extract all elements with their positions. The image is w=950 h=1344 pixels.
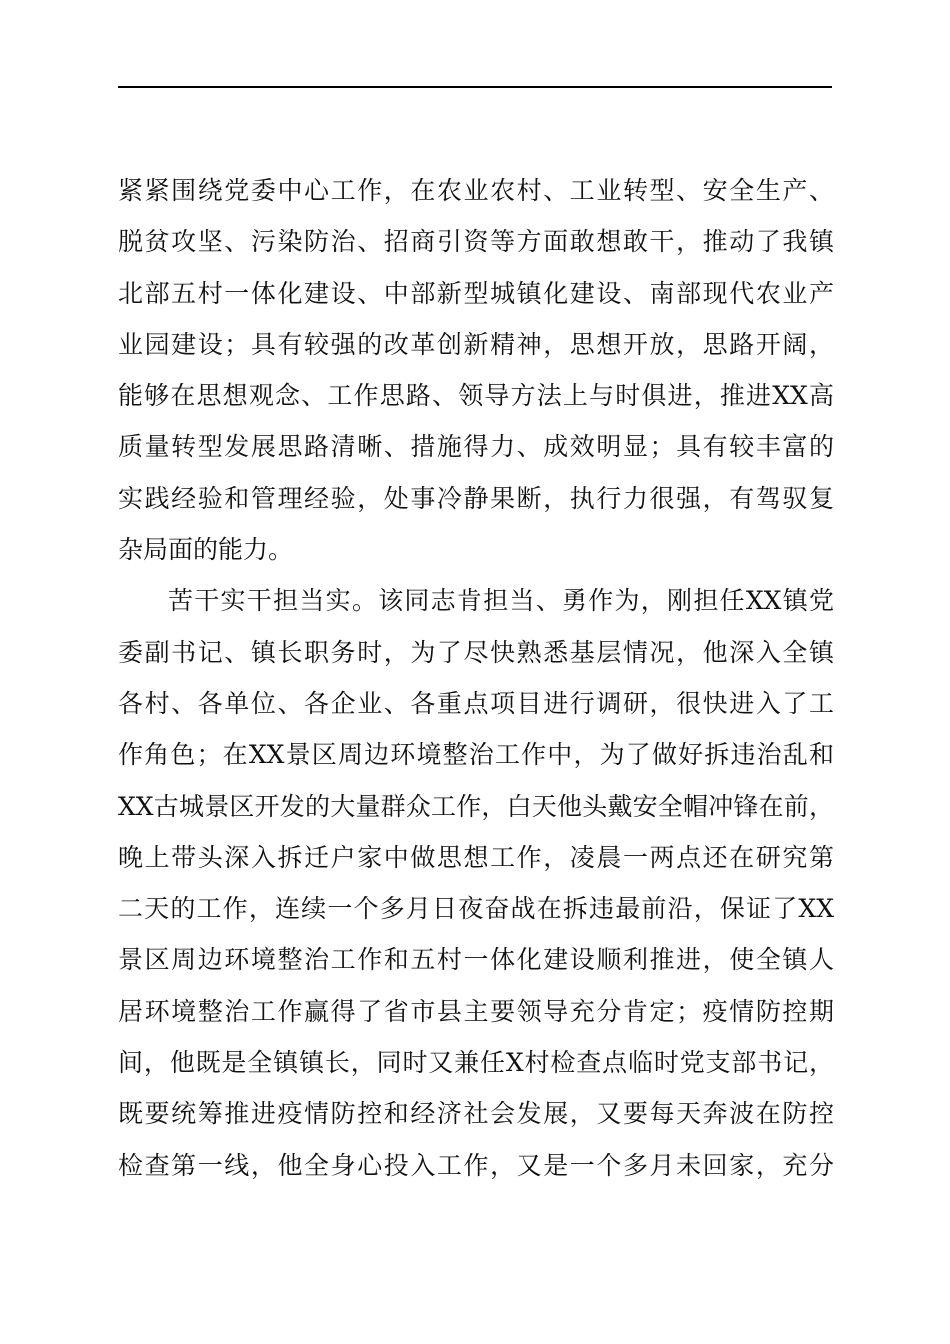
text-line: 业园建设；具有较强的改革创新精神，思想开放，思路开阔， [118, 329, 834, 359]
text-line: 实践经验和管理经验，处事冷静果断，执行力很强，有驾驭复 [118, 483, 834, 513]
text-line: 景区周边环境整治工作和五村一体化建设顺利推进，使全镇人 [118, 945, 834, 975]
text-line: 紧紧围绕党委中心工作，在农业农村、工业转型、安全生产、 [118, 176, 834, 205]
text-line: 能够在思想观念、工作思路、领导方法上与时俱进，推进XX高 [118, 381, 834, 411]
text-line: 检查第一线，他全身心投入工作，又是一个多月未回家，充分 [118, 1150, 834, 1180]
text-line: 居环境整治工作赢得了省市县主要领导充分肯定；疫情防控期 [118, 996, 834, 1026]
text-line: 北部五村一体化建设、中部新型城镇化建设、南部现代农业产 [118, 278, 834, 308]
text-line: 脱贫攻坚、污染防治、招商引资等方面敢想敢干，推动了我镇 [118, 227, 834, 257]
text-line: XX古城景区开发的大量群众工作，白天他头戴安全帽冲锋在前， [118, 791, 834, 821]
text-line: 委副书记、镇长职务时，为了尽快熟悉基层情况，他深入全镇 [118, 637, 834, 667]
text-line: 晚上带头深入拆迁户家中做思想工作，凌晨一两点还在研究第 [118, 842, 834, 872]
header-rule [118, 86, 832, 88]
paragraph-first-line: 苦干实干担当实。该同志肯担当、勇作为，刚担任XX镇党 [168, 586, 834, 616]
document-body [118, 165, 834, 1191]
text-line: 杂局面的能力。 [118, 535, 294, 565]
text-line: 二天的工作，连续一个多月日夜奋战在拆违最前沿，保证了XX [118, 894, 834, 924]
text-line: 作角色；在XX景区周边环境整治工作中，为了做好拆违治乱和 [118, 740, 834, 770]
text-line: 间，他既是全镇镇长，同时又兼任X村检查点临时党支部书记， [118, 1048, 834, 1078]
text-line: 各村、各单位、各企业、各重点项目进行调研，很快进入了工 [118, 688, 834, 718]
text-line: 既要统筹推进疫情防控和经济社会发展，又要每天奔波在防控 [118, 1099, 834, 1129]
text-line: 质量转型发展思路清晰、措施得力、成效明显；具有较丰富的 [118, 432, 834, 462]
